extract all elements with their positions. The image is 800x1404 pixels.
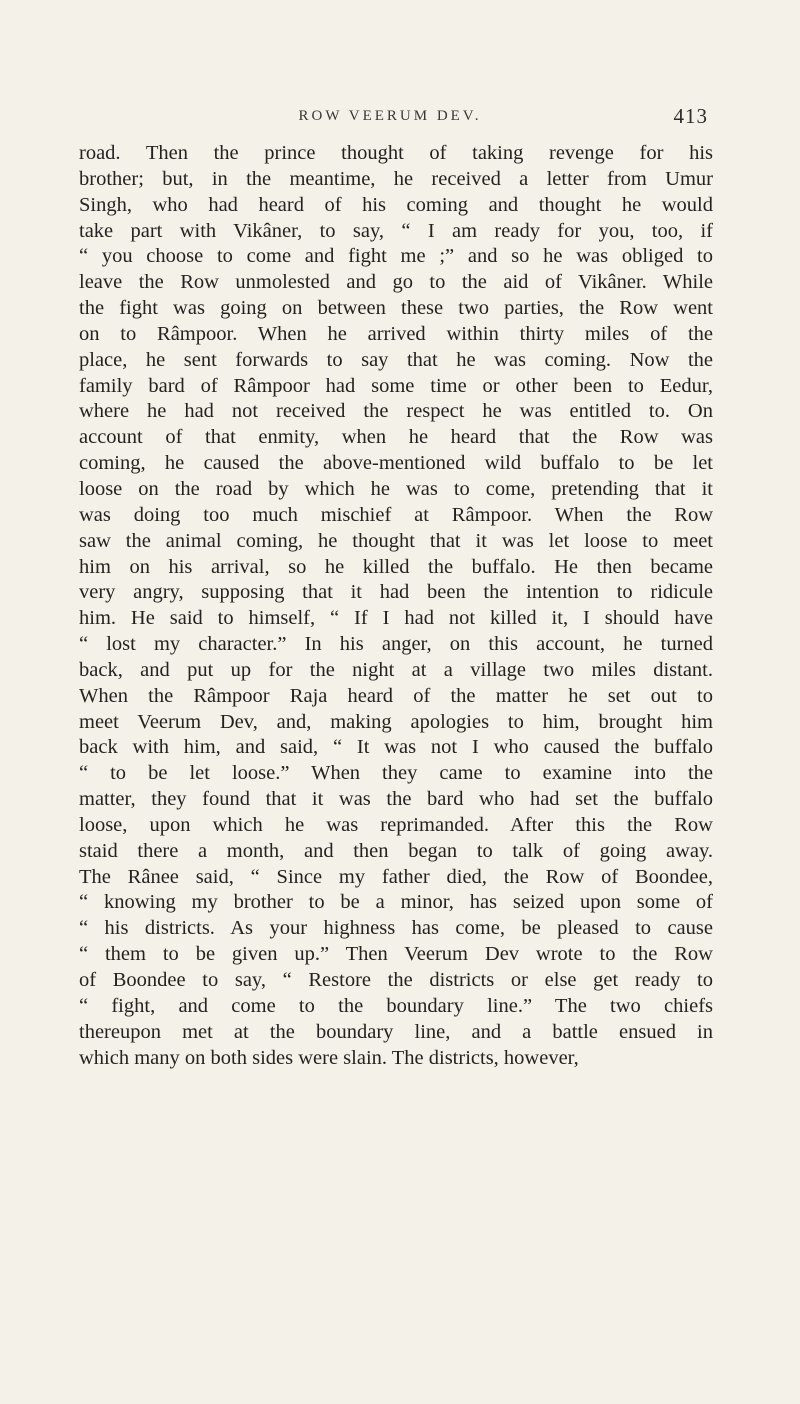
text-line: coming, he caused the above-mentioned wild buffalo to be let <box>79 452 713 475</box>
text-line: “ them to be given up.” Then Veerum Dev wrote to the Row <box>79 943 713 966</box>
text-line: thereupon met at the boundary line, and a battle ensued in <box>79 1020 713 1043</box>
text-line: where he had not received the respect he was entitled to. On <box>79 400 713 423</box>
text-line: road. Then the prince thought of taking revenge for his <box>79 142 713 164</box>
text-line: family bard of Râmpoor had some time or other been to Eedur, <box>79 374 713 397</box>
text-line: of Boondee to say, “ Restore the districts or else get ready to <box>79 969 713 991</box>
text-line: loose on the road by which he was to come, pretending that it <box>79 477 713 500</box>
text-line: The Rânee said, “ Since my father died, the Row of Boondee, <box>79 865 713 888</box>
page-number: 413 <box>673 104 708 128</box>
running-head <box>0 104 800 134</box>
text-line: saw the animal coming, he thought that it was let loose to meet <box>79 529 713 552</box>
text-line: brother; but, in the meantime, he received a letter from Umur <box>79 167 713 190</box>
text-line: the fight was going on between these two parties, the Row went <box>79 297 713 320</box>
text-line: Singh, who had heard of his coming and thought he would <box>79 193 713 216</box>
text-line: matter, they found that it was the bard who had set the buffalo <box>79 788 713 811</box>
text-line: staid there a month, and then began to talk of going away. <box>79 839 713 862</box>
text-line: on to Râmpoor. When he arrived within thirty miles of the <box>79 322 713 345</box>
text-line: “ knowing my brother to be a minor, has seized upon some of <box>79 891 713 914</box>
text-line: back, and put up for the night at a village two miles distant. <box>79 658 713 681</box>
text-line: was doing too much mischief at Râmpoor. When the Row <box>79 503 713 526</box>
text-line: loose, upon which he was reprimanded. After this the Row <box>79 813 713 836</box>
text-line: which many on both sides were slain. The districts, however, <box>79 1046 579 1069</box>
text-line: very angry, supposing that it had been the intention to ridicule <box>79 581 713 604</box>
text-line: place, he sent forwards to say that he was coming. Now the <box>79 348 713 371</box>
text-line: “ to be let loose.” When they came to examine into the <box>79 762 713 785</box>
text-line: When the Râmpoor Raja heard of the matter he set out to <box>79 684 713 707</box>
text-line: “ fight, and come to the boundary line.” The two chiefs <box>79 994 713 1017</box>
text-line: him on his arrival, so he killed the buffalo. He then became <box>79 555 713 578</box>
text-line: “ you choose to come and fight me ;” and so he was obliged to <box>79 245 713 268</box>
text-line: take part with Vikâner, to say, “ I am ready for you, too, if <box>79 219 713 242</box>
text-line: meet Veerum Dev, and, making apologies to him, brought him <box>79 710 713 733</box>
text-line: “ his districts. As your highness has come, be pleased to cause <box>79 917 713 940</box>
text-line: leave the Row unmolested and go to the aid of Vikâner. While <box>79 271 713 294</box>
text-line: account of that enmity, when he heard that the Row was <box>79 426 713 449</box>
text-line: him. He said to himself, “ If I had not killed it, I should have <box>79 607 713 630</box>
text-line: back with him, and said, “ It was not I who caused the buffalo <box>79 736 713 759</box>
text-line: “ lost my character.” In his anger, on this account, he turned <box>79 633 713 656</box>
body-text <box>79 141 713 1071</box>
running-title: ROW VEERUM DEV. <box>298 108 482 124</box>
